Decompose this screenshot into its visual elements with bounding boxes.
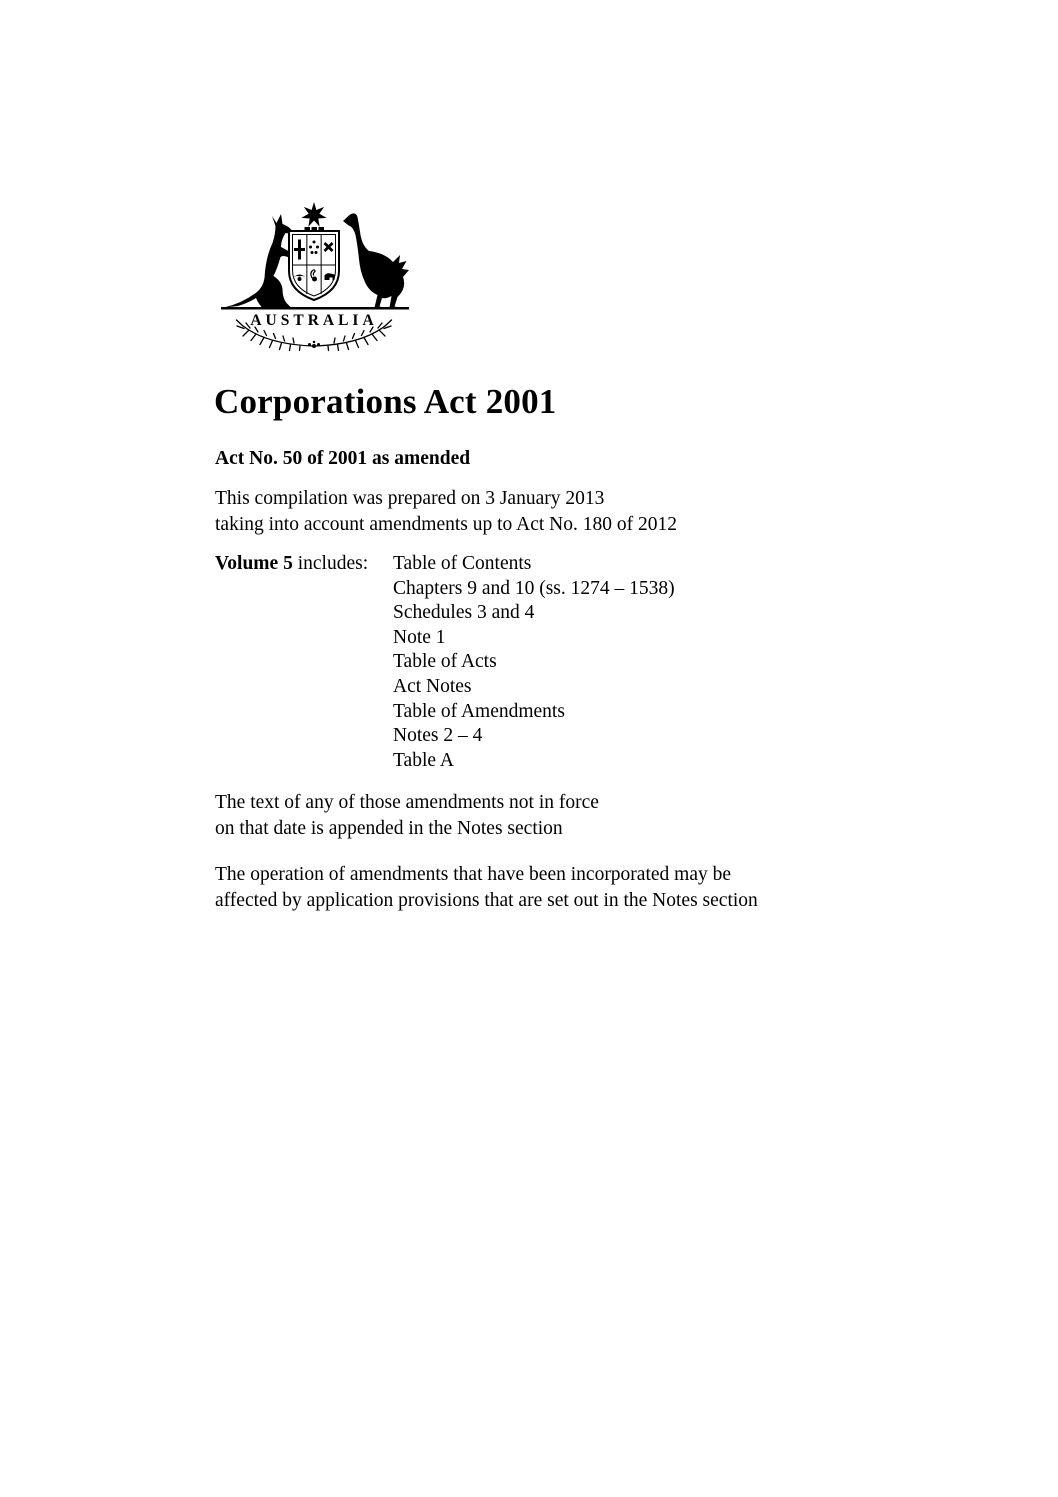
volume-contents: [215, 552, 675, 773]
ground-line: [221, 307, 409, 310]
act-number-subtitle: Act No. 50 of 2001 as amended: [215, 448, 471, 469]
wattle-flower-cluster: [308, 341, 320, 348]
kangaroo-silhouette: [224, 214, 293, 308]
commonwealth-star: [301, 202, 326, 227]
page-title: Corporations Act 2001: [214, 382, 557, 421]
amendments-note: [215, 790, 599, 841]
volume-item: Table A: [393, 749, 454, 771]
volume-item: Note 1: [393, 626, 446, 648]
compilation-line: taking into account amendments up to Act No. 180 of 2012: [215, 513, 677, 535]
volume-item: Notes 2 – 4: [393, 725, 483, 747]
operation-note: [215, 862, 758, 913]
volume-item: Schedules 3 and 4: [393, 602, 535, 624]
volume-includes-suffix: includes:: [292, 553, 369, 574]
volume-items-list: [393, 552, 675, 773]
operation-note-line: The operation of amendments that have been incorporated may be: [215, 864, 732, 885]
volume-item: Chapters 9 and 10 (ss. 1274 – 1538): [393, 577, 675, 599]
volume-item: Table of Acts: [393, 651, 497, 673]
volume-item: Table of Amendments: [393, 700, 565, 722]
amendments-note-line: on that date is appended in the Notes section: [215, 817, 563, 839]
volume-item: Table of Contents: [393, 553, 532, 574]
australian-coat-of-arms: [214, 202, 414, 352]
torse-dash: [312, 227, 318, 230]
volume-label: [215, 552, 393, 577]
volume-name: Volume 5: [215, 553, 293, 574]
coat-of-arms-graphic: [214, 202, 414, 352]
compilation-note: [215, 486, 677, 537]
torse-dash: [319, 227, 325, 230]
coat-of-arms-banner-text: AUSTRALIA: [250, 312, 378, 329]
emu-silhouette: [343, 213, 409, 307]
amendments-note-line: The text of any of those amendments not in force: [215, 792, 599, 813]
volume-item: Act Notes: [393, 675, 472, 697]
compilation-line: This compilation was prepared on 3 January 2013: [215, 488, 605, 509]
torse-dash: [305, 227, 311, 230]
operation-note-line: affected by application provisions that are set out in the Notes section: [215, 889, 758, 911]
